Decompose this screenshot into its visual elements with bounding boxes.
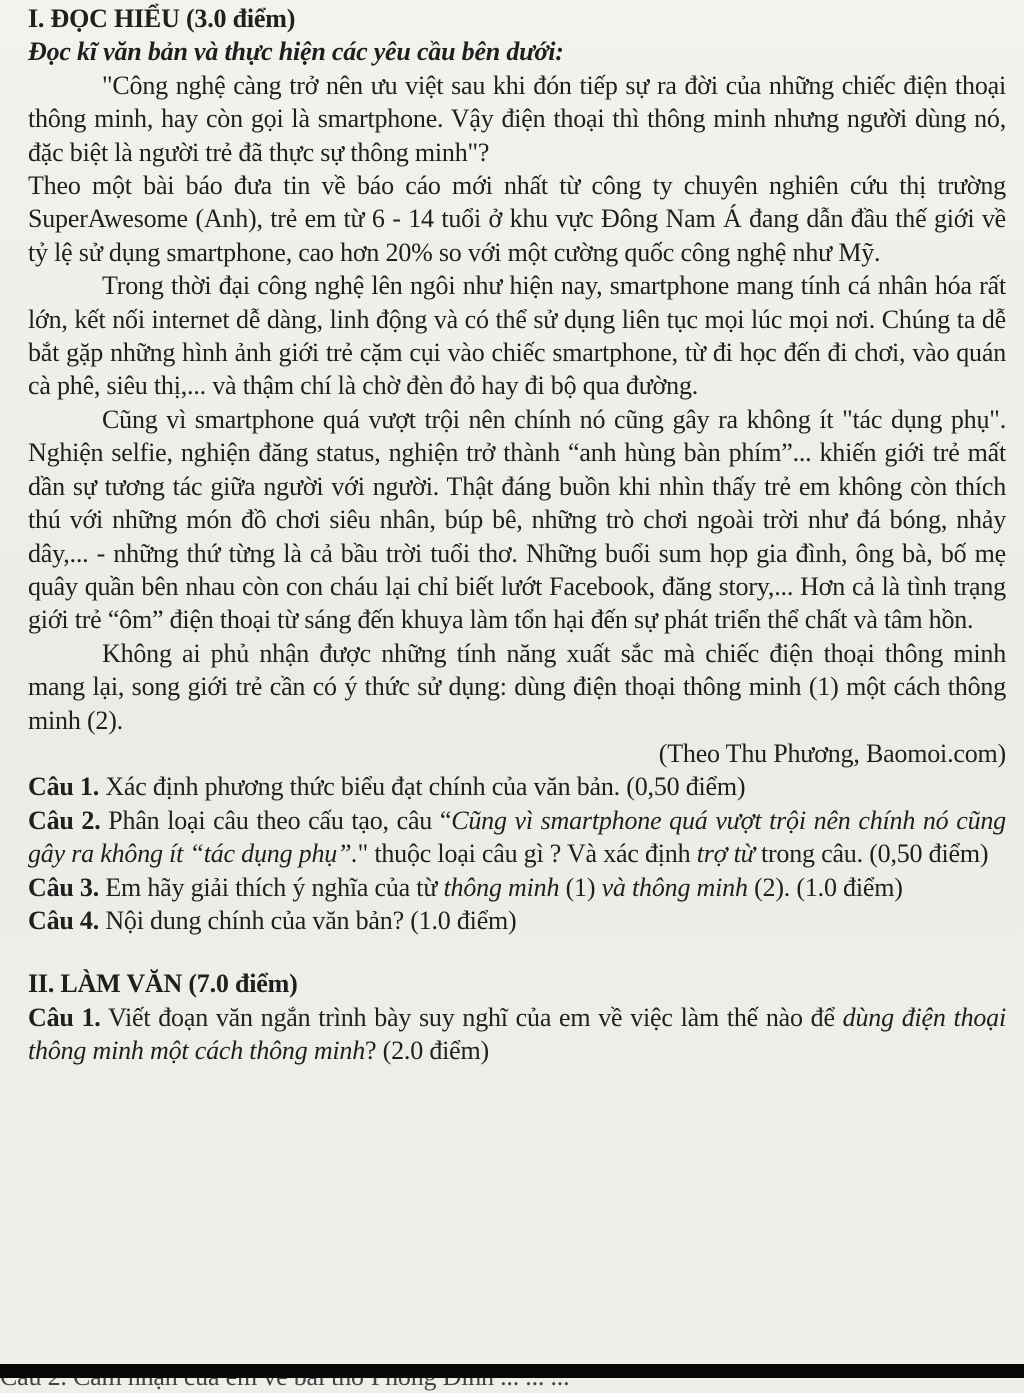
- passage-paragraph-1: "Công nghệ càng trở nên ưu việt sau khi đón tiếp sự ra đời của những chiếc điện thoại thông minh, hay còn gọi là smartphone. Vậy điện thoại thì thông minh nhưng người dùng nó, đặc biệt là người trẻ đã thực sự thông minh"?: [28, 70, 1006, 167]
- question-2: [28, 804, 1006, 871]
- question-3-text-c: (2). (1.0 điểm): [747, 872, 903, 902]
- passage-paragraph-3: Trong thời đại công nghệ lên ngôi như hiện nay, smartphone mang tính cá nhân hóa rất lớn, kết nối internet dễ dàng, linh động và có thể sử dụng liên tục mọi lúc mọi nơi. Chúng ta dễ bắt gặp những hình ảnh giới trẻ cặm cụi vào chiếc smartphone, từ đi học đến đi chơi, vào quán cà phê, siêu thị,... và thậm chí là chờ đèn đỏ hay đi bộ qua đường.: [28, 271, 1006, 401]
- question-1-text: Xác định phương thức biểu đạt chính của văn bản. (0,50 điểm): [99, 772, 746, 802]
- question-2-term: trợ từ: [696, 839, 755, 869]
- question-3-term-1: thông minh: [443, 872, 560, 902]
- reading-instruction: Đọc kĩ văn bản và thực hiện các yêu cầu bên dưới:: [28, 37, 564, 67]
- question-3-term-2: và thông minh: [601, 872, 748, 902]
- bottom-bar: [0, 1364, 1024, 1378]
- writing-question-1-term: dùng điện thoại thông minh một cách thông minh: [28, 1002, 1007, 1066]
- section-1-title: I. ĐỌC HIỂU (3.0 điểm): [28, 4, 296, 33]
- passage-paragraph-4: Cũng vì smartphone quá vượt trội nên chính nó cũng gây ra không ít "tác dụng phụ". Nghiện selfie, nghiện đăng status, nghiện trở thành “anh hùng bàn phím”... khiến giới trẻ mất dần sự tương tác giữa người với người. Thật đáng buồn khi nhìn thấy trẻ em không còn thích thú với những món đồ chơi siêu nhân, búp bê, những trò chơi ngoài trời như đá bóng, nhảy dây,... - những thứ từng là cả bầu trời tuổi thơ. Những buổi sum họp gia đình, ông bà, bố mẹ quây quần bên nhau còn con cháu lại chỉ biết lướt Facebook, đăng story,... Hơn cả là tình trạng giới trẻ “ôm” điện thoại từ sáng đến khuya làm tổn hại đến sự phát triển thể chất và tâm hồn.: [28, 404, 1006, 635]
- question-4-label: Câu 4.: [28, 905, 100, 935]
- question-4-text: Nội dung chính của văn bản? (1.0 điểm): [99, 905, 517, 935]
- writing-question-1: [28, 1001, 1006, 1068]
- passage-paragraph-5: Không ai phủ nhận được những tính năng xuất sắc mà chiếc điện thoại thông minh mang lại, song giới trẻ cần có ý thức sử dụng: dùng điện thoại thông minh (1) một cách thông minh (2).: [28, 638, 1006, 735]
- question-3-label: Câu 3.: [28, 872, 100, 902]
- question-3-text-b: (1): [559, 872, 602, 902]
- question-1: [28, 770, 1006, 803]
- question-3: [28, 871, 1006, 904]
- writing-question-1-text-a: Viết đoạn văn ngắn trình bày suy nghĩ của em về việc làm thế nào để: [100, 1002, 843, 1032]
- question-2-label: Câu 2.: [28, 805, 101, 835]
- question-2-quote: Cũng vì smartphone quá vượt trội nên chính nó cũng gây ra không ít “tác dụng phụ”.: [28, 805, 1006, 869]
- question-4: [28, 904, 1006, 937]
- question-2-text-b: " thuộc loại câu gì ? Và xác định: [357, 839, 697, 869]
- passage-paragraph-2: Theo một bài báo đưa tin về báo cáo mới nhất từ công ty chuyên nghiên cứu thị trường SuperAwesome (Anh), trẻ em từ 6 - 14 tuổi ở khu vực Đông Nam Á đang dẫn đầu thế giới về tỷ lệ sử dụng smartphone, cao hơn 20% so với một cường quốc công nghệ như Mỹ.: [28, 171, 1006, 267]
- question-2-text-a: Phân loại câu theo cấu tạo, câu “: [100, 805, 452, 835]
- passage-source: (Theo Thu Phương, Baomoi.com): [658, 738, 1006, 768]
- section-gap: [28, 937, 1006, 967]
- section-2-title: II. LÀM VĂN (7.0 điểm): [28, 969, 298, 999]
- writing-question-1-label: Câu 1.: [28, 1002, 101, 1032]
- question-2-text-c: trong câu. (0,50 điểm): [754, 839, 989, 869]
- question-3-text-a: Em hãy giải thích ý nghĩa của từ: [99, 872, 444, 902]
- question-1-label: Câu 1.: [28, 772, 100, 802]
- writing-question-1-text-b: ? (2.0 điểm): [365, 1036, 489, 1066]
